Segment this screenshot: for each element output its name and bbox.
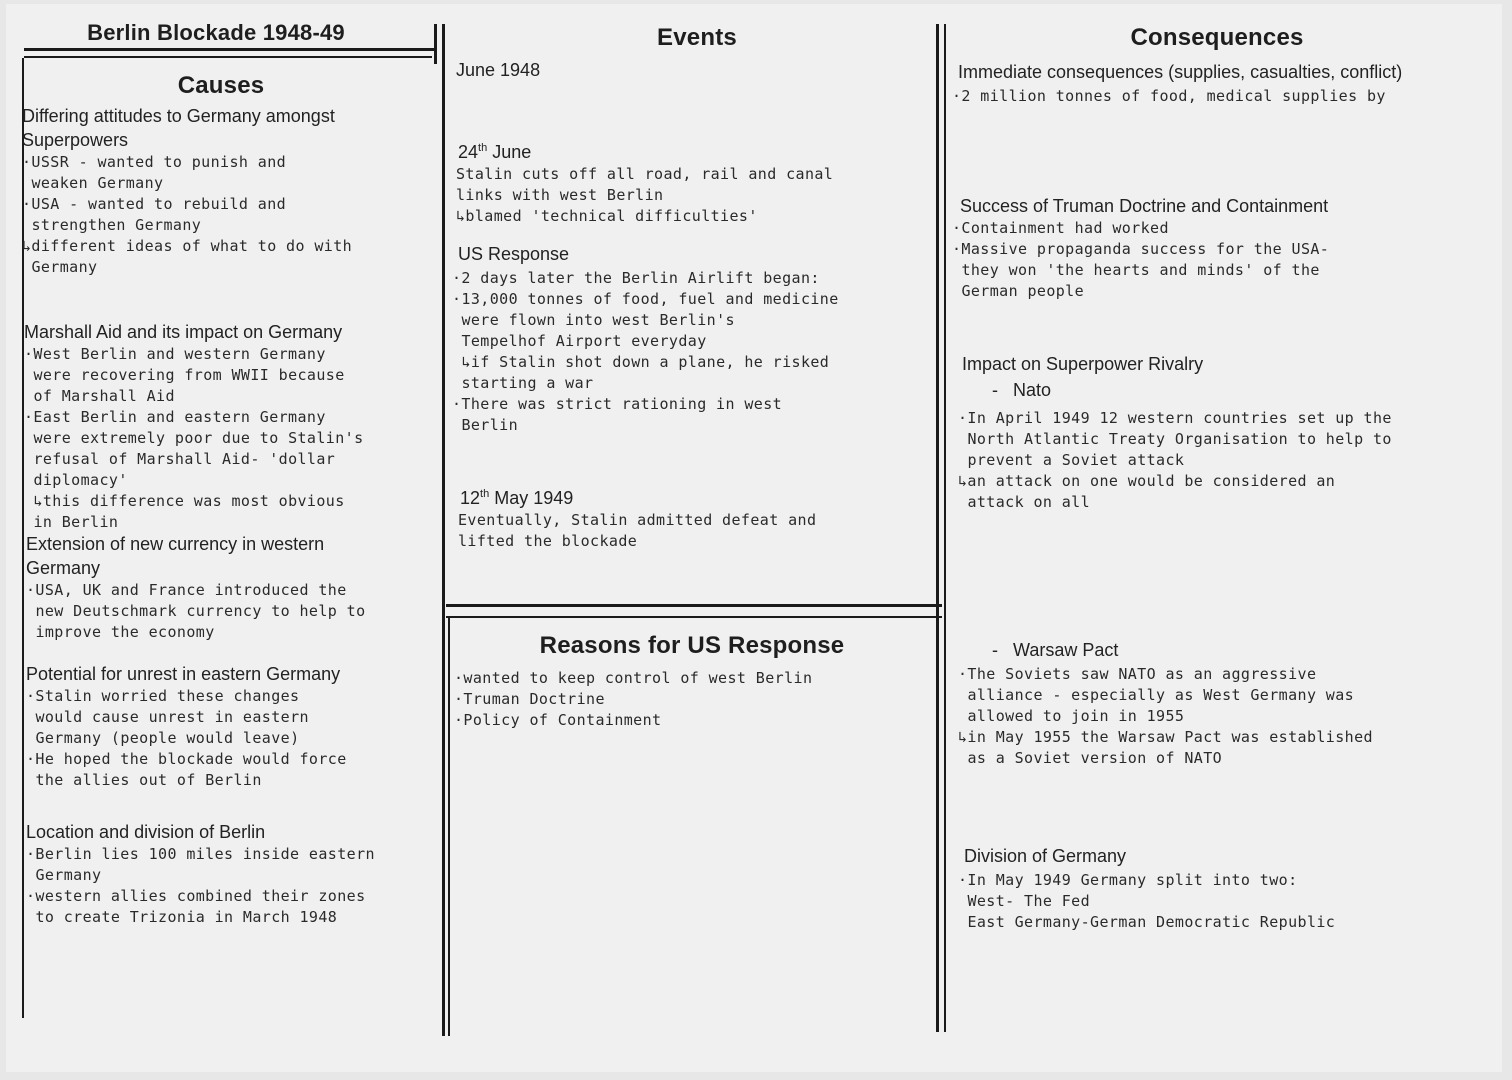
date-ordinal: th (480, 488, 490, 500)
immediate-notes: ·2 million tonnes of food, medical supplies by (952, 87, 1386, 105)
nato-label: - Nato (992, 380, 1052, 400)
page-title: Berlin Blockade 1948-49 (87, 20, 345, 45)
cause-notes: ·USA, UK and France introduced the new Deutschmark currency to help to improve the economy (26, 581, 366, 641)
date-day: 12 (460, 488, 481, 508)
truman-label: Success of Truman Doctrine and Containment (960, 196, 1329, 216)
reasons-notes: ·wanted to keep control of west Berlin ·Truman Doctrine ·Policy of Containment (454, 669, 813, 729)
event-date-june: June 1948 (456, 60, 541, 80)
column-divider-1b (448, 616, 450, 1036)
cause-notes: ·Berlin lies 100 miles inside eastern Germany ·western allies combined their zones to create Trizonia in March 1948 (26, 845, 375, 926)
cause-label: Potential for unrest in eastern Germany (26, 664, 341, 684)
nato-notes: ·In April 1949 12 western countries set up the North Atlantic Treaty Organisation to help to prevent a Soviet attack ↳an attack on one would be considered an attack on all (958, 409, 1392, 511)
column-divider-2b (944, 24, 946, 1032)
cause-marshall-aid (24, 320, 439, 533)
cause-unrest (26, 662, 441, 791)
cause-location (26, 820, 441, 928)
date-month: May 1949 (489, 488, 574, 508)
causes-heading: Causes (177, 72, 265, 99)
revision-sheet (6, 4, 1502, 1072)
division-label: Division of Germany (964, 846, 1127, 866)
cause-notes: ·Stalin worried these changes would cause unrest in eastern Germany (people would leave) ·He hoped the blockade would force the allies out of Berlin (26, 687, 347, 789)
title-underline-top (24, 48, 436, 51)
date-ordinal: th (478, 142, 488, 154)
rivalry-label: Impact on Superpower Rivalry (962, 354, 1204, 374)
warsaw-notes: ·The Soviets saw NATO as an aggressive alliance - especially as West Germany was allowed to join in 1955 ↳in May 1955 the Warsaw Pact was established as a Soviet version of NATO (958, 665, 1373, 767)
events-heading: Events (657, 24, 737, 51)
cause-label: Extension of new currency in western Germany (26, 534, 325, 578)
column-divider-2a (936, 24, 939, 1032)
warsaw-label: - Warsaw Pact (992, 640, 1119, 660)
cause-label: Marshall Aid and its impact on Germany (24, 322, 343, 342)
causes-right-border (434, 24, 437, 64)
title-underline-bottom (24, 56, 432, 58)
event-date-june24 (458, 136, 531, 164)
date-month: June (487, 142, 532, 162)
cause-label: Differing attitudes to Germany amongst Superpowers (22, 106, 335, 150)
event-notes-june24: Stalin cuts off all road, rail and canal links with west Berlin ↳blamed 'technical difficulties' (456, 165, 834, 225)
immediate-label: Immediate consequences (supplies, casualties, conflict) (958, 62, 1403, 82)
cause-attitudes (22, 104, 437, 278)
events-bottom-border-a (446, 604, 942, 607)
division-notes: ·In May 1949 Germany split into two: West- The Fed East Germany-German Democratic Republic (958, 871, 1336, 931)
reasons-heading: Reasons for US Response (539, 632, 845, 659)
date-day: 24 (458, 142, 479, 162)
event-date-may12 (460, 482, 573, 510)
event-notes-may12: Eventually, Stalin admitted defeat and lifted the blockade (458, 511, 817, 550)
us-response-label: US Response (458, 244, 570, 264)
cause-notes: ·West Berlin and western Germany were recovering from WWII because of Marshall Aid ·East Berlin and eastern Germany were extremely poor due to Stalin's refusal of Marshall Aid- 'dollar diplomacy' ↳this difference was most obvious in Berlin (24, 345, 364, 531)
column-divider-1a (442, 24, 445, 1036)
events-bottom-border-b (446, 616, 942, 618)
us-response-notes: ·2 days later the Berlin Airlift began: ·13,000 tonnes of food, fuel and medicine were flown into west Berlin's Tempelhof Airport everyday ↳if Stalin shot down a plane, he risked starting a war ·There was strict rationing in west Berlin (452, 269, 839, 434)
cause-notes: ·USSR - wanted to punish and weaken Germany ·USA - wanted to rebuild and strengthen Germany ↳different ideas of what to do with Germany (22, 153, 353, 276)
cause-currency (26, 532, 441, 643)
cause-label: Location and division of Berlin (26, 822, 266, 842)
consequences-heading: Consequences (1130, 24, 1304, 51)
truman-notes: ·Containment had worked ·Massive propaganda success for the USA- they won 'the hearts and minds' of the German people (952, 219, 1330, 300)
